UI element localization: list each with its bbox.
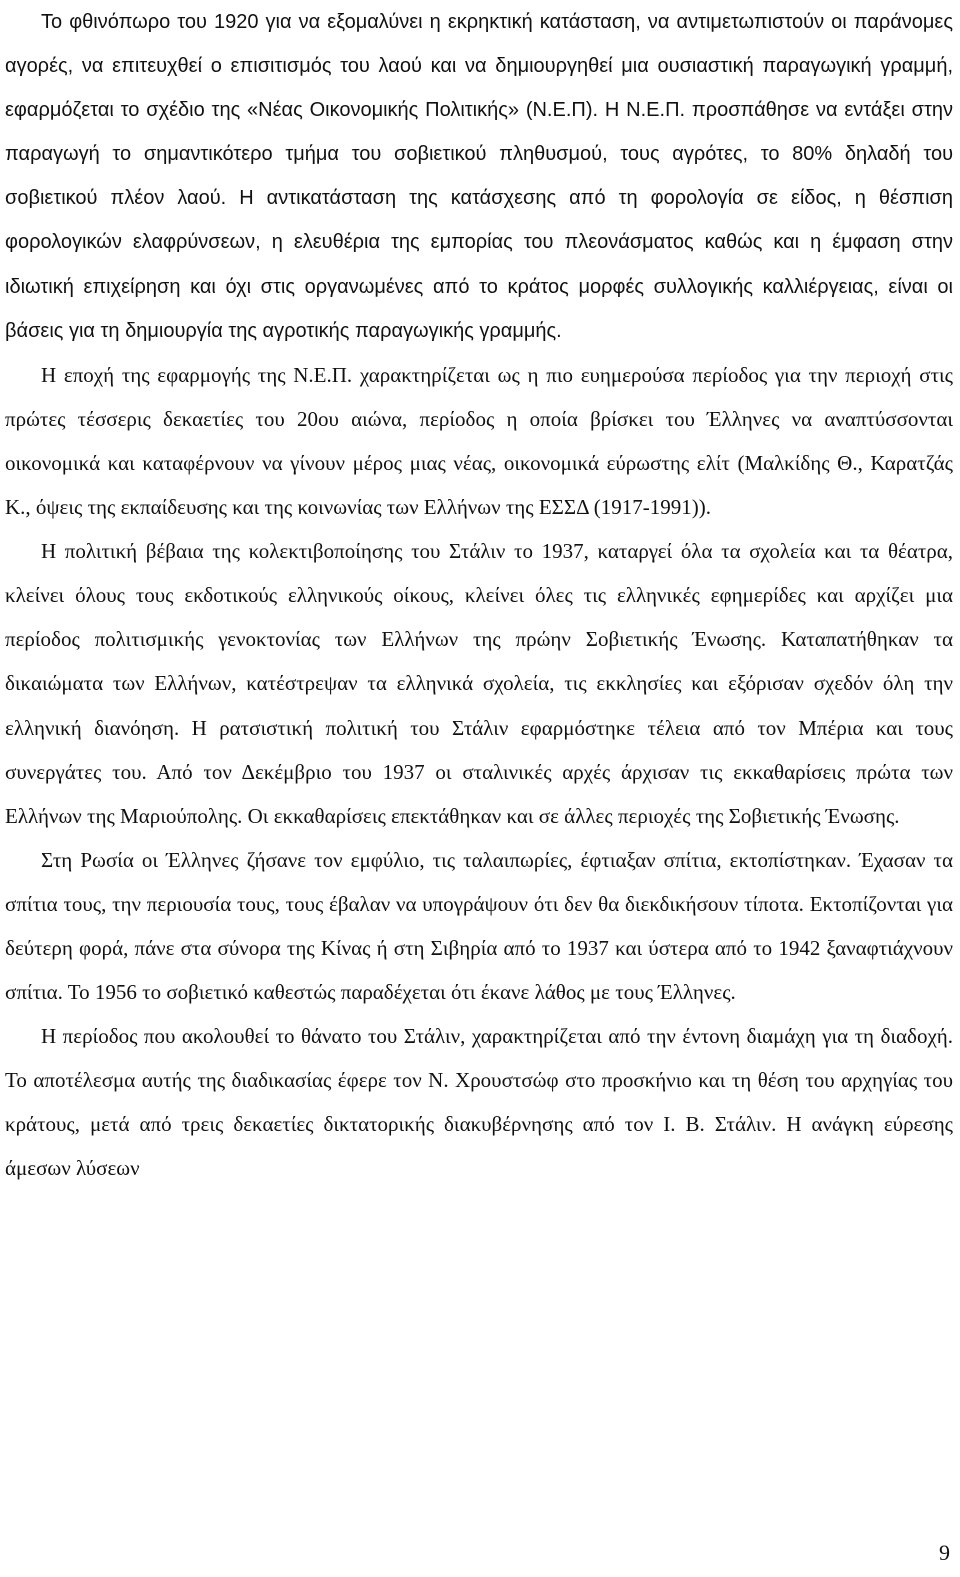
paragraph-greeks-in-russia: Στη Ρωσία οι Έλληνες ζήσανε τον εμφύλιο, τις ταλαιπωρίες, έφτιαξαν σπίτια, εκτοπίστηκαν. Έχασαν τα σπίτια τους, την περιουσία τους, τους έβαλαν να υπογράψουν ότι δεν θα διεκδικήσουν τίποτα. Εκτοπίζονται για δεύτερη φορά, πάνε στα σύνορα της Κίνας ή στη Σιβηρία από το 1937 και ύστερα από το 1942 ξαναφτιάχνουν σπίτια. Το 1956 το σοβιετικό καθεστώς παραδέχεται ότι έκανε λάθος με τους Έλληνες. [5,847,953,1005]
document-page [5,0,953,1191]
paragraph-post-stalin-period: Η περίοδος που ακολουθεί το θάνατο του Στάλιν, χαρακτηρίζεται από την έντονη διαμάχη για τη διαδοχή. Το αποτέλεσμα αυτής της διαδικασίας έφερε τον Ν. Χρουστσώφ στο προσκήνιο και τη θέση του αρχηγίας του κράτους, μετά από τρεις δεκαετίες δικτατορικής διακυβέρνησης από τον Ι. Β. Στάλιν. Η ανάγκη εύρεσης άμεσων λύσεων [5,1024,953,1181]
paragraph-nep-introduction: Το φθινόπωρο του 1920 για να εξομαλύνει η εκρηκτική κατάσταση, να αντιμετωπιστούν οι παράνομες αγορές, να επιτευχθεί ο επισιτισμός του λαού και να δημιουργηθεί μια ουσιαστική παραγωγική γραμμή, εφαρμόζεται το σχέδιο της «Νέας Οικονομικής Πολιτικής» (Ν.Ε.Π). Η Ν.Ε.Π. προσπάθησε να εντάξει στην παραγωγή το σημαντικότερο τμήμα του σοβιετικού πληθυσμού, τους αγρότες, το 80% δηλαδή του σοβιετικού πλέον λαού. Η αντικατάσταση της κατάσχεσης από τη φορολογία σε είδος, η θέσπιση φορολογικών ελαφρύνσεων, η ελευθέρια της εμπορίας του πλεονάσματος καθώς και η έμφαση στην ιδιωτική επιχείρηση και όχι στις οργανωμένες από το κράτος μορφές συλλογικής καλλιέργειας, είναι οι βάσεις για τη δημιουργία της αγροτικής παραγωγικής γραμμής. [5,11,953,342]
page-number: 9 [939,1540,950,1565]
paragraph-stalin-collectivization: Η πολιτική βέβαια της κολεκτιβοποίησης του Στάλιν το 1937, καταργεί όλα τα σχολεία και τα θέατρα, κλείνει όλους τους εκδοτικούς ελληνικούς οίκους, κλείνει όλες τις ελληνικές εφημερίδες και αρχίζει μια περίοδος πολιτισμικής γενοκτονίας των Ελλήνων της πρώην Σοβιετικής Ένωσης. Καταπατήθηκαν τα δικαιώματα των Ελλήνων, κατέστρεψαν τα ελληνικά σχολεία, τις εκκλησίες και εξόρισαν σχεδόν όλη την ελληνική διανόηση. Η ρατσιστική πολιτική του Στάλιν εφαρμόστηκε τέλεια από τον Μπέρια και τους συνεργάτες του. Από τον Δεκέμβριο του 1937 οι σταλινικές αρχές άρχισαν τις εκκαθαρίσεις πρώτα των Ελλήνων της Μαριούπολης. Οι εκκαθαρίσεις επεκτάθηκαν και σε άλλες περιοχές της Σοβιετικής Ένωσης. [5,539,953,828]
paragraph-nep-prosperity: Η εποχή της εφαρμογής της Ν.Ε.Π. χαρακτηρίζεται ως η πιο ευημερούσα περίοδος για την περιοχή στις πρώτες τέσσερις δεκαετίες του 20ου αιώνα, περίοδος η οποία βρίσκει του Έλληνες να αναπτύσσονται οικονομικά και καταφέρνουν να γίνουν μέρος μιας νέας, οικονομικά εύρωστης ελίτ (Μαλκίδης Θ., Καρατζάς Κ., όψεις της εκπαίδευσης και της κοινωνίας των Ελλήνων της ΕΣΣΔ (1917-1991)). [5,362,953,520]
